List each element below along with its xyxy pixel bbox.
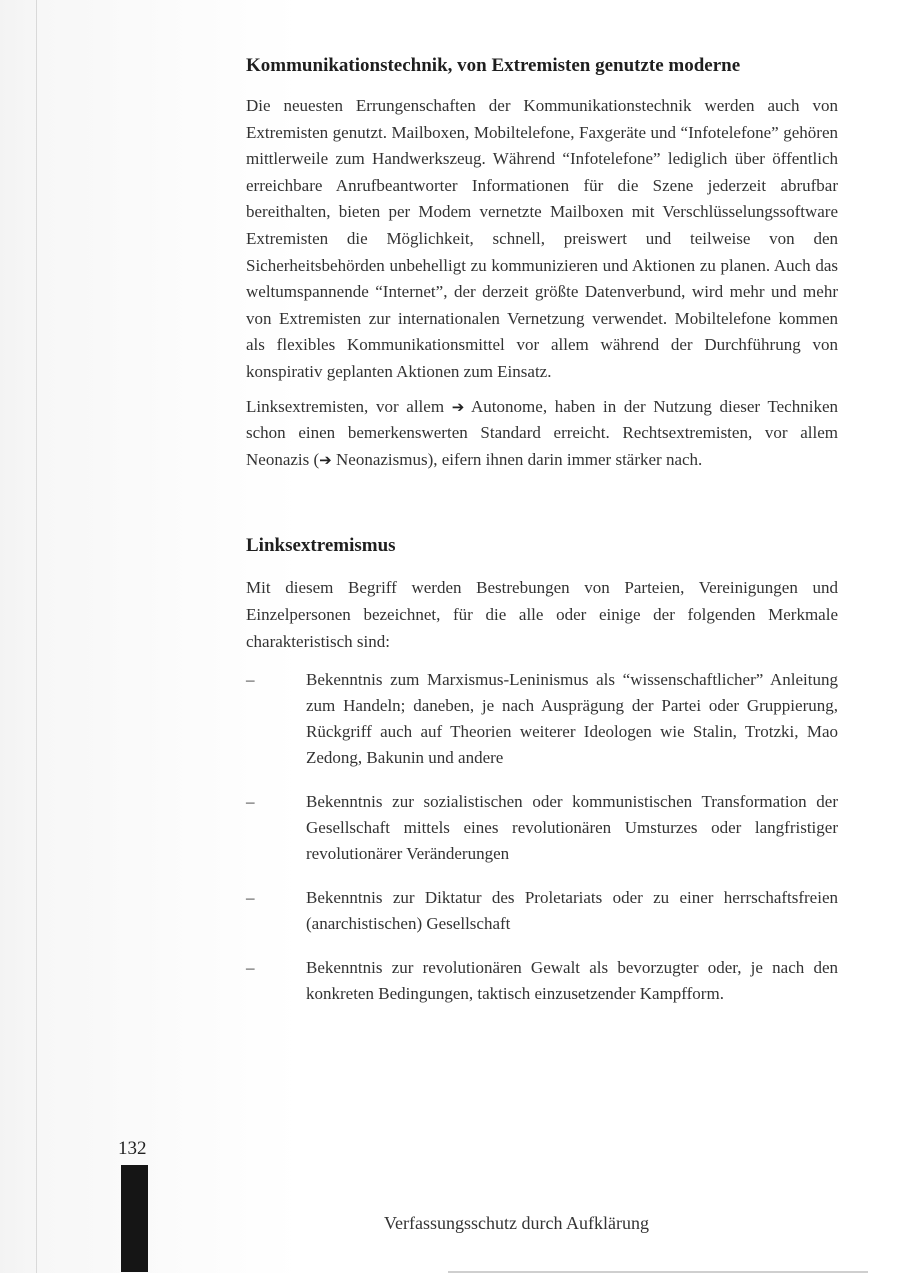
list-item-text: Bekenntnis zur revolutionären Gewalt als bevorzugter oder, je nach den konkreten Bedingungen, taktisch einzusetzender Kampfform.: [306, 958, 838, 1004]
thumb-index-bar: [121, 1165, 148, 1272]
section-kommunikationstechnik: [246, 55, 838, 473]
text-fragment: , haben in der Nutzung dieser Techniken schon einen bemerkenswerten Standard erreicht. Rechtsextremisten, vor allem Neonazis (: [246, 396, 838, 469]
dash-bullet: –: [246, 670, 255, 690]
section-heading: Kommunikationstechnik, von Extremisten genutzte moderne: [246, 55, 741, 76]
paragraph: Mit diesem Begriff werden Bestrebungen von Parteien, Vereinigungen und Einzelpersonen bezeichnet, für die alle oder einige der folgenden Merkmale charakteristisch sind:: [246, 578, 838, 651]
scan-edge-line: [36, 0, 37, 1273]
paragraph-with-references: [246, 394, 838, 474]
section-linksextremismus: [246, 535, 838, 1007]
paragraph: Die neuesten Errungenschaften der Kommunikationstechnik werden auch von Extremisten genutzt. Mailboxen, Mobiltelefone, Faxgeräte und “Infotelefone” gehören mittlerweile zum Handwerkszeug. Während “Infotelefone” lediglich über öffentlich erreichbare Anrufbeantworter Informationen für die Szene jederzeit abrufbar bereithalten, bieten per Modem vernetzte Mailboxen mit Verschlüsselungssoftware Extremisten die Möglichkeit, schnell, preiswert und teilweise von den Sicherheitsbehörden unbehelligt zu kommunizieren und Aktionen zu planen. Auch das weltumspannende “Internet”, der derzeit größte Datenverbund, wird mehr und mehr von Extremisten zur internationalen Vernetzung verwendet. Mobiltelefone kommen als flexibles Kommunikationsmittel vor allem während der Durchführung von konspirativ geplanten Aktionen zum Einsatz.: [246, 96, 838, 381]
section-heading: Linksextremismus: [246, 535, 396, 557]
cross-reference-autonome: Autonome: [471, 396, 543, 416]
page-number: 132: [118, 1138, 147, 1159]
list-item: [246, 789, 838, 867]
page-footer: Verfassungsschutz durch Aufklärung: [384, 1213, 649, 1233]
page-content: [246, 55, 838, 1025]
cross-reference-neonazismus: Neonazismus: [336, 449, 428, 469]
text-fragment: Linksextremisten, vor allem: [246, 396, 445, 416]
text-fragment: ), eifern ihnen darin immer stärker nach.: [427, 449, 703, 469]
list-item: [246, 885, 838, 937]
characteristics-list: [246, 667, 838, 1007]
list-item: [246, 955, 838, 1007]
list-item-text: Bekenntnis zur sozialistischen oder kommunistischen Transformation der Gesellschaft mittels eines revolutionären Umsturzes oder langfristiger revolutionärer Veränderungen: [306, 792, 838, 864]
dash-bullet: –: [246, 958, 255, 978]
dash-bullet: –: [246, 792, 255, 812]
cross-reference-arrow-icon: ➔: [451, 397, 465, 416]
list-item-text: Bekenntnis zur Diktatur des Proletariats oder zu einer herrschaftsfreien (anarchistischen) Gesellschaft: [306, 888, 838, 934]
cross-reference-arrow-icon: ➔: [319, 450, 332, 469]
list-item: [246, 667, 838, 771]
dash-bullet: –: [246, 888, 255, 908]
list-item-text: Bekenntnis zum Marxismus-Leninismus als “wissenschaftlicher” Anleitung zum Handeln; daneben, je nach Ausprägung der Partei oder Gruppierung, Rückgriff auch auf Theorien weiterer Ideologen wie Stalin, Trotzki, Mao Zedong, Bakunin und andere: [306, 670, 838, 768]
